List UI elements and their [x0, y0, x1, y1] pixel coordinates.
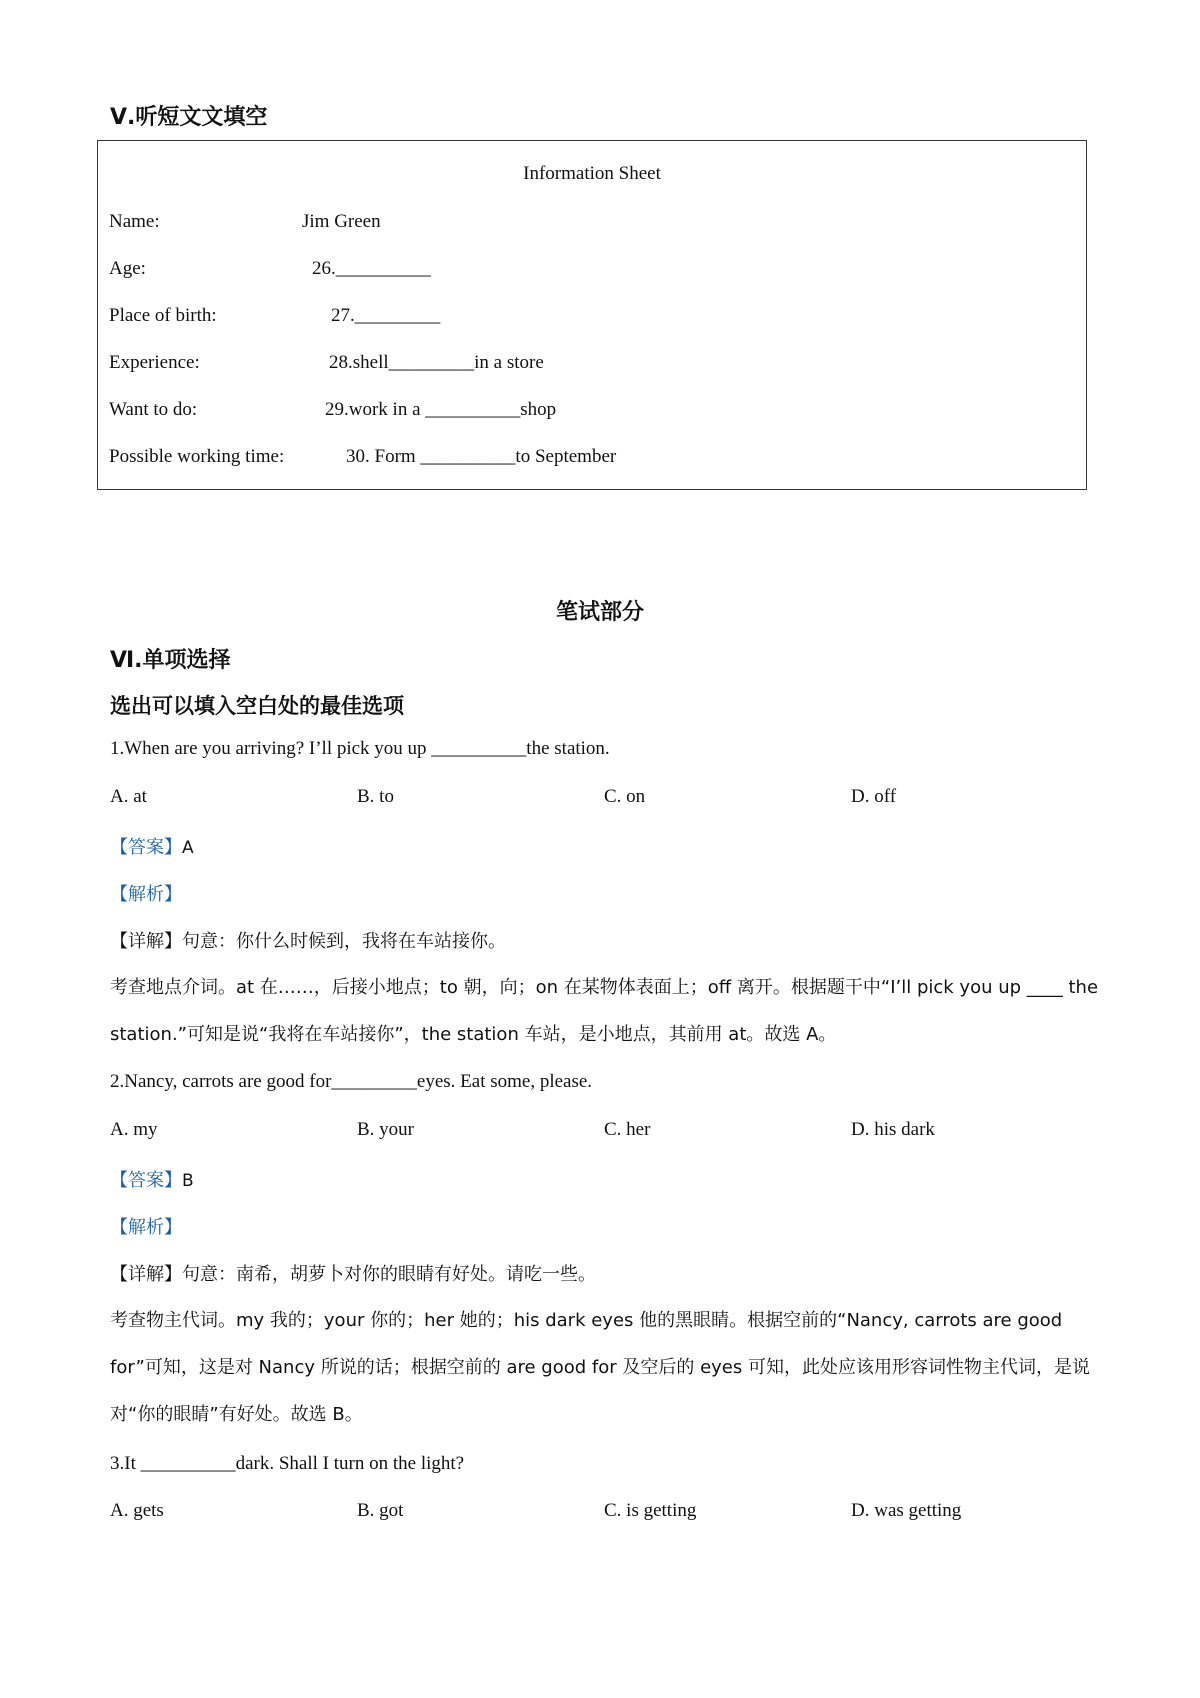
option-text: D. his dark — [851, 1119, 935, 1140]
q1-answer — [110, 833, 194, 859]
option-text: C. her — [604, 1119, 651, 1140]
section-6-instruction: 选出可以填入空白处的最佳选项 — [110, 694, 404, 718]
q1-explanation: 考查地点介词。at 在……，后接小地点；to 朝，向；on 在某物体表面上；off 离开。根据题干中“I’ll pick you up ____ the station.”可知是说“我将在车站接你”，the station 车站，是小地点，其前用 at。故选 A。 — [110, 977, 1099, 1045]
q3-option-b — [357, 1500, 403, 1522]
q3-option-a — [110, 1500, 164, 1522]
q2-explanation: 考查物主代词。my 我的；your 你的；her 她的；his dark eyes 他的黑眼睛。根据空前的“Nancy, carrots are good for”可知，这是对 Nancy 所说的话；根据空前的 are good for 及空后的 eyes 可知，此处应该用形容词性物主代词，是说对“你的眼睛”有好处。故选 B。 — [110, 1310, 1090, 1425]
q3-option-c — [604, 1500, 696, 1522]
detail-tag: 【详解】 — [110, 1264, 182, 1285]
analysis-tag: 【解析】 — [110, 1217, 182, 1238]
q2-option-d — [851, 1119, 935, 1141]
info-label: Age: — [109, 258, 146, 279]
q1-option-c — [604, 786, 645, 808]
q3-stem: 3.It __________dark. Shall I turn on the light? — [110, 1453, 465, 1474]
detail-text: 句意：你什么时候到，我将在车站接你。 — [182, 931, 506, 952]
information-sheet — [97, 140, 1087, 490]
q2-stem: 2.Nancy, carrots are good for_________eyes. Eat some, please. — [110, 1071, 593, 1092]
analysis-tag: 【解析】 — [110, 884, 182, 905]
q1-analysis — [110, 880, 182, 906]
q2-detail — [110, 1260, 596, 1286]
option-text: D. off — [851, 786, 897, 807]
q1-option-a — [110, 786, 147, 808]
q3-option-d — [851, 1500, 961, 1522]
option-text: B. your — [357, 1119, 414, 1140]
info-label: Experience: — [109, 352, 200, 373]
q1-detail — [110, 927, 506, 953]
info-value: 30. Form __________to September — [346, 446, 617, 467]
option-text: D. was getting — [851, 1500, 962, 1521]
q1-option-d — [851, 786, 896, 808]
section-5-title: Ⅴ.听短文文填空 — [110, 105, 268, 130]
q2-analysis — [110, 1213, 182, 1239]
q2-option-c — [604, 1119, 650, 1141]
info-value: 29.work in a __________shop — [325, 399, 557, 420]
answer-value: B — [182, 1171, 194, 1191]
q1-option-b — [357, 786, 394, 808]
info-sheet-title: Information Sheet — [523, 163, 661, 184]
info-label: Want to do: — [109, 399, 198, 420]
q2-option-b — [357, 1119, 414, 1141]
info-label: Possible working time: — [109, 446, 285, 467]
option-text: A. at — [110, 786, 147, 807]
option-text: C. on — [604, 786, 646, 807]
option-text: A. my — [110, 1119, 158, 1140]
answer-tag: 【答案】 — [110, 837, 182, 858]
detail-text: 句意：南希，胡萝卜对你的眼睛有好处。请吃一些。 — [182, 1264, 596, 1285]
info-value: 26.__________ — [312, 258, 431, 279]
answer-value: A — [182, 838, 194, 858]
info-label: Name: — [109, 211, 160, 232]
info-value: Jim Green — [302, 211, 381, 232]
detail-tag: 【详解】 — [110, 931, 182, 952]
option-text: B. to — [357, 786, 394, 807]
info-label: Place of birth: — [109, 305, 217, 326]
info-value: 27._________ — [331, 305, 441, 326]
option-text: B. got — [357, 1500, 404, 1521]
q2-answer — [110, 1166, 194, 1192]
option-text: C. is getting — [604, 1500, 697, 1521]
q1-stem: 1.When are you arriving? I’ll pick you up __________the station. — [110, 738, 610, 759]
option-text: A. gets — [110, 1500, 164, 1521]
written-part-title: 笔试部分 — [555, 600, 644, 625]
q2-option-a — [110, 1119, 158, 1141]
info-value: 28.shell_________in a store — [329, 352, 544, 373]
answer-tag: 【答案】 — [110, 1170, 182, 1191]
section-6-title: Ⅵ.单项选择 — [110, 648, 231, 673]
